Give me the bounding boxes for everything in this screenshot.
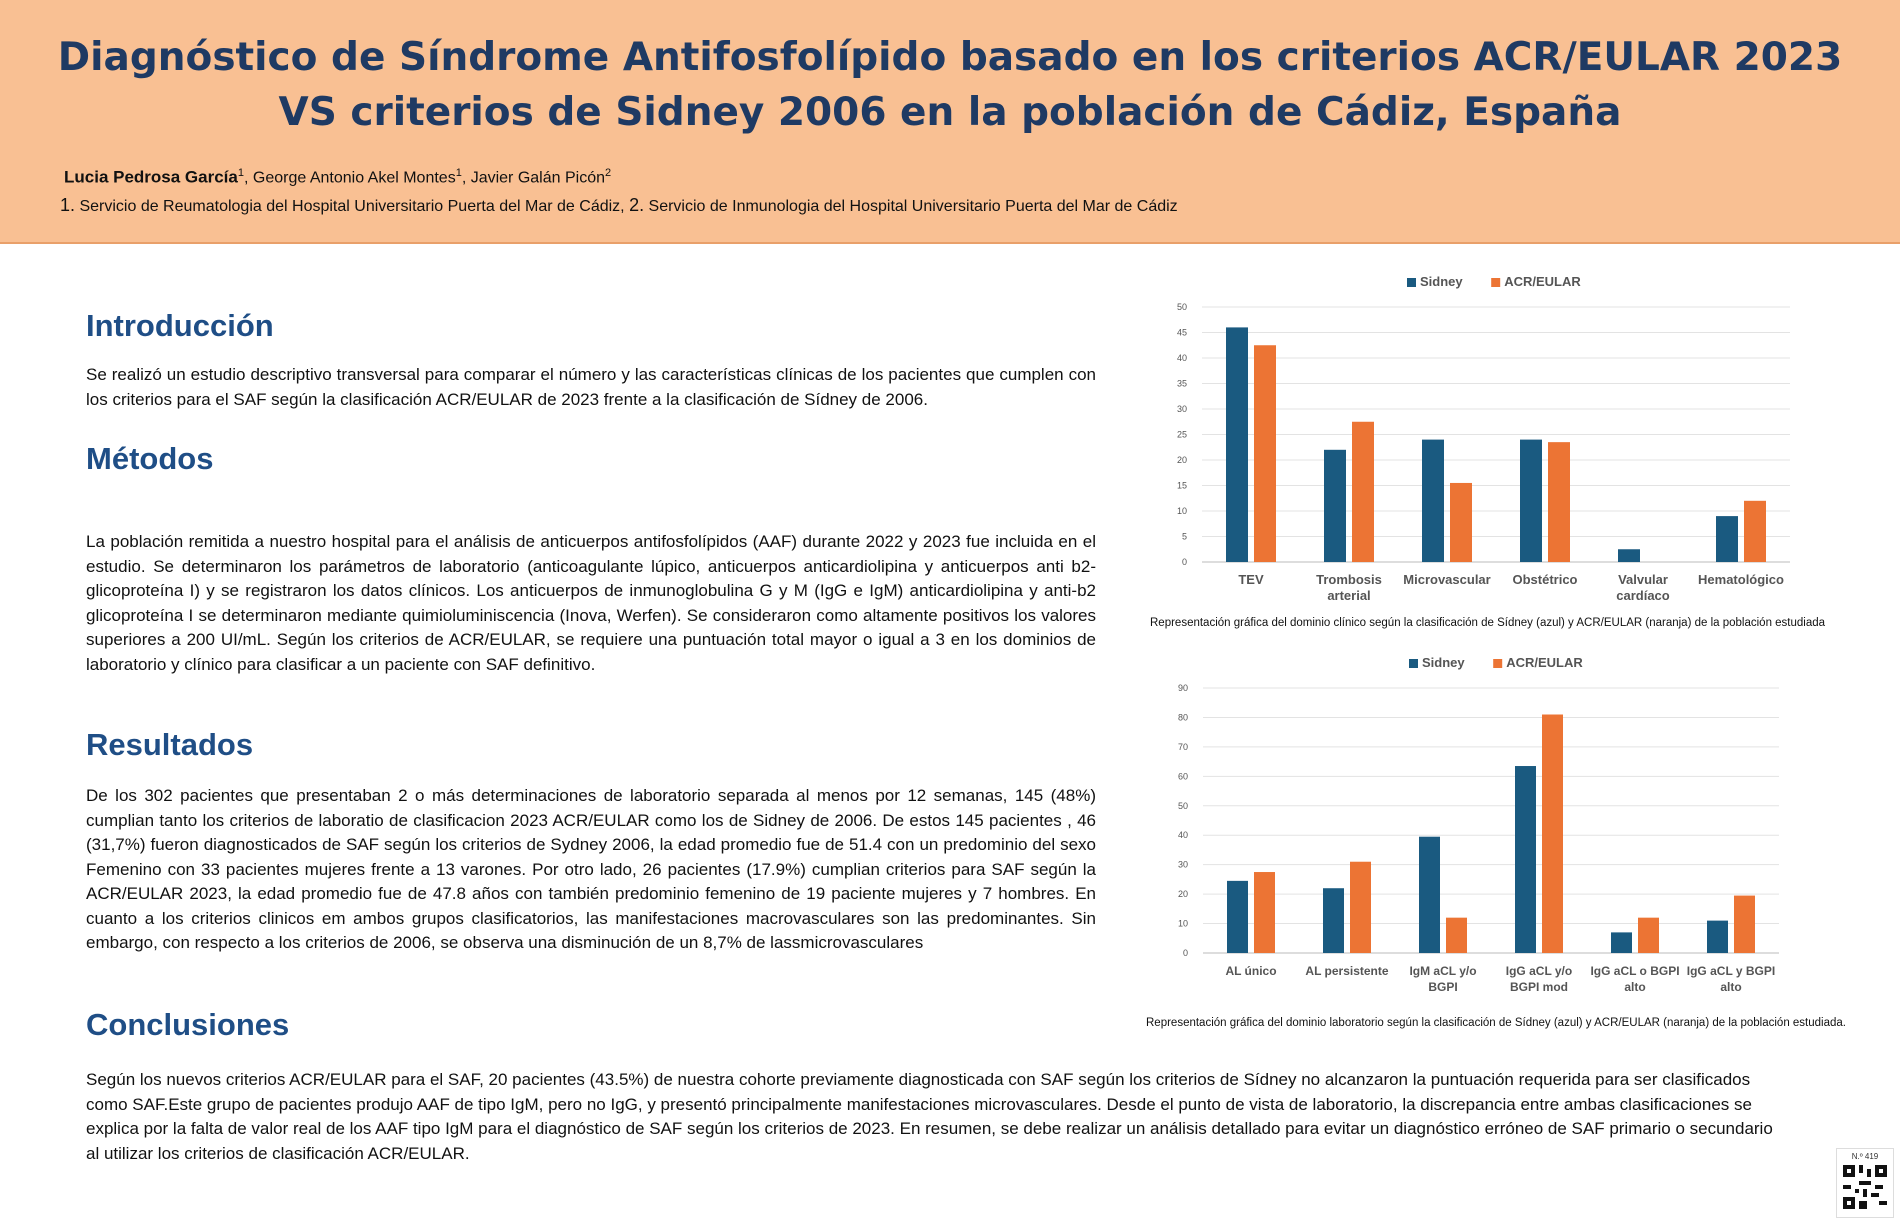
conclusions-text: Según los nuevos criterios ACR/EULAR para el SAF, 20 pacientes (43.5%) de nuestra cohorte previamente diagnosticada con SAF según los criterios de Sídney no alcanzaron la puntuación requerida para ser clasificados como SAF.Este grupo de pacientes produjo AAF de tipo IgM, pero no IgG, y presentó principalmente manifestaciones microvasculares. Desde el punto de vista de laboratorio, la discrepancia entre ambas clasificaciones se explica por la falta de valor real de los AAF tipo IgM para el diagnóstico de SAF según los criterios de 2023. En resumen, se debe realizar un análisis detallado para evitar un diagnóstico erróneo de SAF primario o secundario al utilizar los criterios de clasificación ACR/EULAR. [86, 1070, 1773, 1163]
legend-label-0: Sidney [1422, 655, 1465, 670]
category-label: Trombosis [1316, 572, 1382, 587]
bar-sidney-3 [1515, 766, 1536, 953]
category-label: Obstétrico [1512, 572, 1578, 587]
author-main-sup: 1 [237, 167, 244, 179]
bar-acreular-1 [1352, 422, 1374, 562]
y-tick-label: 40 [1177, 830, 1188, 841]
legend-label-1: ACR/EULAR [1506, 655, 1583, 670]
category-label: TEV [1238, 572, 1264, 587]
authors [64, 167, 611, 187]
conclusions-heading: Conclusiones [86, 1007, 290, 1042]
title-line-2: VS criterios de Sidney 2006 en la población de Cádiz, España [278, 90, 1622, 135]
legend-label-0: Sidney [1420, 274, 1463, 289]
bar-sidney-1 [1324, 450, 1346, 562]
bar-acreular-4 [1638, 918, 1659, 953]
y-tick-label: 40 [1176, 353, 1187, 363]
bar-sidney-0 [1227, 881, 1248, 953]
methods-text: La población remitida a nuestro hospital para el análisis de anticuerpos antifosfolípidos (AAF) durante 2022 y 2023 fue incluida en el estudio. Se determinaron los parámetros de laboratorio (anticoagulante lúpico, anticuerpos anticardiolipina y anticuerpos anti b2-glicoproteína I) y se registraron los datos clínicos. Los anticuerpos de inmunoglobulina G y M (IgG e IgM) anticardiolipina y anti-b2 glicoproteína I se determinaron mediante quimioluminiscencia (Inova, Werfen). Se consideraron como altamente positivos los valores superiores a 200 UI/mL. Según los criterios de ACR/EULAR, se requiere una puntuación total mayor o igual a 3 en los dominios de laboratorio y clínico para clasificar a un paciente con SAF definitivo. [86, 532, 1096, 674]
bar-sidney-2 [1422, 440, 1444, 562]
affil-1-num: 1. [60, 195, 76, 215]
author-2-sup: 1 [455, 167, 462, 179]
category-label: AL persistente [1305, 964, 1389, 978]
y-tick-label: 0 [1181, 557, 1187, 567]
qr-badge[interactable] [1836, 1148, 1894, 1218]
y-tick-label: 0 [1182, 948, 1188, 958]
category-label: Hematológico [1698, 572, 1784, 587]
bar-acreular-5 [1734, 896, 1755, 953]
category-label: Valvular [1618, 572, 1668, 587]
methods-heading: Métodos [86, 441, 214, 476]
poster-title [0, 30, 1900, 140]
badge-number: N.º 419 [1851, 1152, 1879, 1161]
bar-sidney-1 [1323, 888, 1344, 953]
y-tick-label: 90 [1177, 683, 1188, 693]
y-tick-label: 60 [1177, 771, 1188, 782]
y-tick-label: 70 [1177, 741, 1188, 752]
category-label: IgG aCL y/o [1505, 964, 1573, 978]
intro-heading: Introducción [86, 308, 274, 343]
bar-acreular-2 [1450, 483, 1472, 562]
laboratory-domain-chart [1160, 648, 1800, 998]
bar-acreular-5 [1744, 501, 1766, 562]
y-tick-label: 35 [1176, 378, 1187, 389]
category-label: IgG aCL y BGPI [1686, 964, 1776, 978]
category-label: IgM aCL y/o [1409, 964, 1477, 978]
legend-label-1: ACR/EULAR [1504, 274, 1581, 289]
bar-sidney-2 [1419, 837, 1440, 953]
y-tick-label: 50 [1177, 800, 1188, 811]
y-tick-label: 30 [1176, 404, 1187, 414]
legend-swatch-0 [1409, 659, 1418, 668]
legend-swatch-1 [1491, 278, 1500, 287]
affiliations [60, 195, 1178, 216]
bar-sidney-0 [1226, 327, 1248, 562]
category-label: IgG aCL o BGPI [1590, 964, 1680, 978]
y-tick-label: 45 [1176, 327, 1187, 338]
category-label: Microvascular [1403, 572, 1491, 587]
bar-acreular-3 [1548, 442, 1570, 562]
author-2: , George Antonio Akel Montes [244, 169, 456, 187]
qr-code-icon [1843, 1165, 1887, 1209]
category-label: arterial [1327, 588, 1371, 603]
y-tick-label: 80 [1177, 712, 1188, 723]
category-label: BGPI mod [1509, 980, 1569, 994]
bar-sidney-5 [1716, 516, 1738, 562]
clinical-domain-chart [1150, 265, 1810, 615]
affil-2-num: 2. [629, 195, 645, 215]
y-tick-label: 30 [1177, 859, 1188, 870]
category-label: alto [1624, 980, 1646, 994]
y-tick-label: 15 [1176, 480, 1187, 491]
y-tick-label: 50 [1176, 302, 1187, 312]
intro-text: Se realizó un estudio descriptivo transversal para comparar el número y las características clínicas de los pacientes que cumplen con los criterios para el SAF según la clasificación ACR/EULAR de 2023 frente a la clasificación de Sídney de 2006. [86, 365, 1096, 409]
results-heading: Resultados [86, 727, 254, 762]
laboratory-chart-caption: Representación gráfica del dominio laboratorio según la clasificación de Sídney (azul) y ACR/EULAR (naranja) de la población estudiada. [1146, 1017, 1846, 1029]
affil-1: Servicio de Reumatologia del Hospital Universitario Puerta del Mar de Cádiz, [75, 198, 625, 215]
bar-acreular-2 [1446, 918, 1467, 953]
category-label: alto [1720, 980, 1742, 994]
y-tick-label: 5 [1181, 531, 1187, 542]
category-label: BGPI [1428, 980, 1458, 994]
y-tick-label: 25 [1176, 429, 1187, 440]
bar-acreular-3 [1542, 715, 1563, 954]
author-3-sup: 2 [605, 167, 612, 179]
y-tick-label: 20 [1176, 455, 1187, 465]
bar-sidney-4 [1611, 932, 1632, 953]
bar-sidney-5 [1707, 921, 1728, 953]
bar-sidney-3 [1520, 440, 1542, 562]
bar-acreular-1 [1350, 862, 1371, 953]
category-label: cardíaco [1616, 588, 1670, 603]
legend-swatch-1 [1493, 659, 1502, 668]
y-tick-label: 20 [1177, 889, 1188, 900]
category-label: AL único [1225, 964, 1277, 978]
bar-sidney-4 [1618, 549, 1640, 562]
results-text: De los 302 pacientes que presentaban 2 o más determinaciones de laboratorio separada al menos por 12 semanas, 145 (48%) cumplian tanto los criterios de laboratio de clasificacion 2023 ACR/EULAR como los de Sidney de 2006. De estos 145 pacientes , 46 (31,7%) fueron diagnosticados de SAF según los criterios de Sydney 2006, la edad promedio fue de 51.4 con un predominio del sexo Femenino con 33 pacientes mujeres frente a 13 varones. Por otro lado, 26 pacientes (17.9%) cumplian criterios para SAF según la ACR/EULAR 2023, la edad promedio fue de 47.8 años con también predominio femenino de 19 paciente mujeres y 7 hombres. En cuanto a los criterios clinicos em ambos grupos clasificatorios, las manifestaciones macrovasculares son las predominantes. Sin embargo, con respecto a los criterios de 2006, se observa una disminución de un 8,7% de lassmicrovasculares [86, 786, 1096, 952]
title-line-1: Diagnóstico de Síndrome Antifosfolípido basado en los criterios ACR/EULAR 2023 [57, 35, 1843, 80]
author-3: , Javier Galán Picón [461, 169, 605, 187]
bar-acreular-0 [1254, 345, 1276, 562]
affil-2: Servicio de Inmunologia del Hospital Universitario Puerta del Mar de Cádiz [644, 198, 1178, 215]
author-main: Lucia Pedrosa García [64, 167, 238, 187]
bar-acreular-0 [1254, 872, 1275, 953]
y-tick-label: 10 [1176, 506, 1187, 516]
legend-swatch-0 [1407, 278, 1416, 287]
y-tick-label: 10 [1177, 918, 1188, 929]
clinical-chart-caption: Representación gráfica del dominio clínico según la clasificación de Sídney (azul) y ACR/EULAR (naranja) de la población estudiada [1150, 617, 1826, 629]
poster-header [0, 0, 1900, 244]
